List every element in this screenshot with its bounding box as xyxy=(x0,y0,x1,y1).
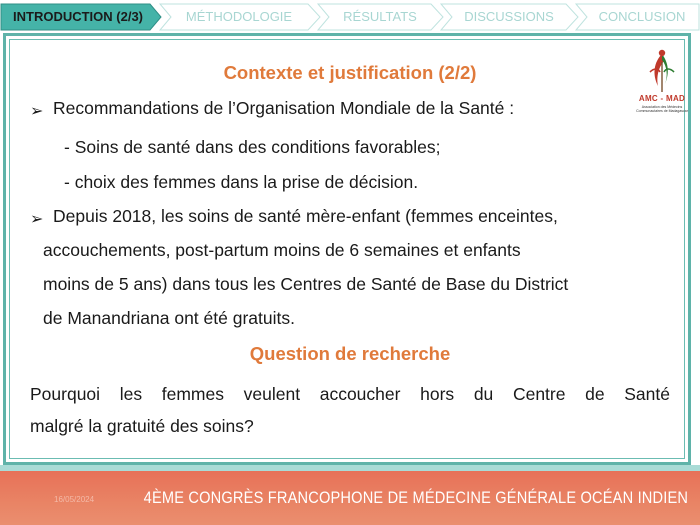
nav-step-methodologie[interactable]: MÉTHODOLOGIE xyxy=(185,9,293,24)
nav-step-conclusion[interactable]: CONCLUSION xyxy=(598,9,686,24)
logo-subtitle: Association des Médecins Communautaires de Madagascar xyxy=(636,105,688,113)
bullet-since-2018-line3: moins de 5 ans) dans tous les Centres de Santé de Base du District xyxy=(43,274,569,294)
footer-congress-title: 4ÈME CONGRÈS FRANCOPHONE DE MÉDECINE GÉNÉRALE OCÉAN INDIEN xyxy=(143,488,688,507)
bullet-since-2018-line1: Depuis 2018, les soins de santé mère-enfant (femmes enceintes, xyxy=(53,206,558,226)
section-title: Contexte et justification (2/2) xyxy=(223,62,477,83)
nav-step-discussions[interactable]: DISCUSSIONS xyxy=(464,9,554,24)
sub-bullet-2: - choix des femmes dans la prise de décision. xyxy=(64,172,419,192)
nav-step-resultats[interactable]: RÉSULTATS xyxy=(343,9,417,24)
arrow-bullet-icon: ➢ xyxy=(30,103,44,120)
research-question-line2: malgré la gratuité des soins? xyxy=(30,416,254,436)
bullet-since-2018-line2: accouchements, post-partum moins de 6 semaines et enfants xyxy=(43,240,521,260)
bullet-since-2018-line4: de Manandriana ont été gratuits. xyxy=(43,308,295,328)
amc-mad-logo xyxy=(632,48,692,124)
sub-bullet-1: - Soins de santé dans des conditions favorables; xyxy=(64,137,441,157)
logo-name: AMC - MAD xyxy=(638,94,686,103)
research-question-line1: Pourquoi les femmes veulent accoucher hors du Centre de Santé xyxy=(30,384,670,404)
footer-date: 16/05/2024 xyxy=(54,495,95,504)
research-question-title: Question de recherche xyxy=(249,343,451,364)
progress-nav xyxy=(0,0,700,34)
nav-step-introduction[interactable]: INTRODUCTION (2/3) xyxy=(13,9,143,24)
arrow-bullet-icon: ➢ xyxy=(30,211,44,228)
footer-bar xyxy=(0,471,700,525)
bullet-who-recommendations: Recommandations de l’Organisation Mondiale de la Santé : xyxy=(53,98,515,118)
